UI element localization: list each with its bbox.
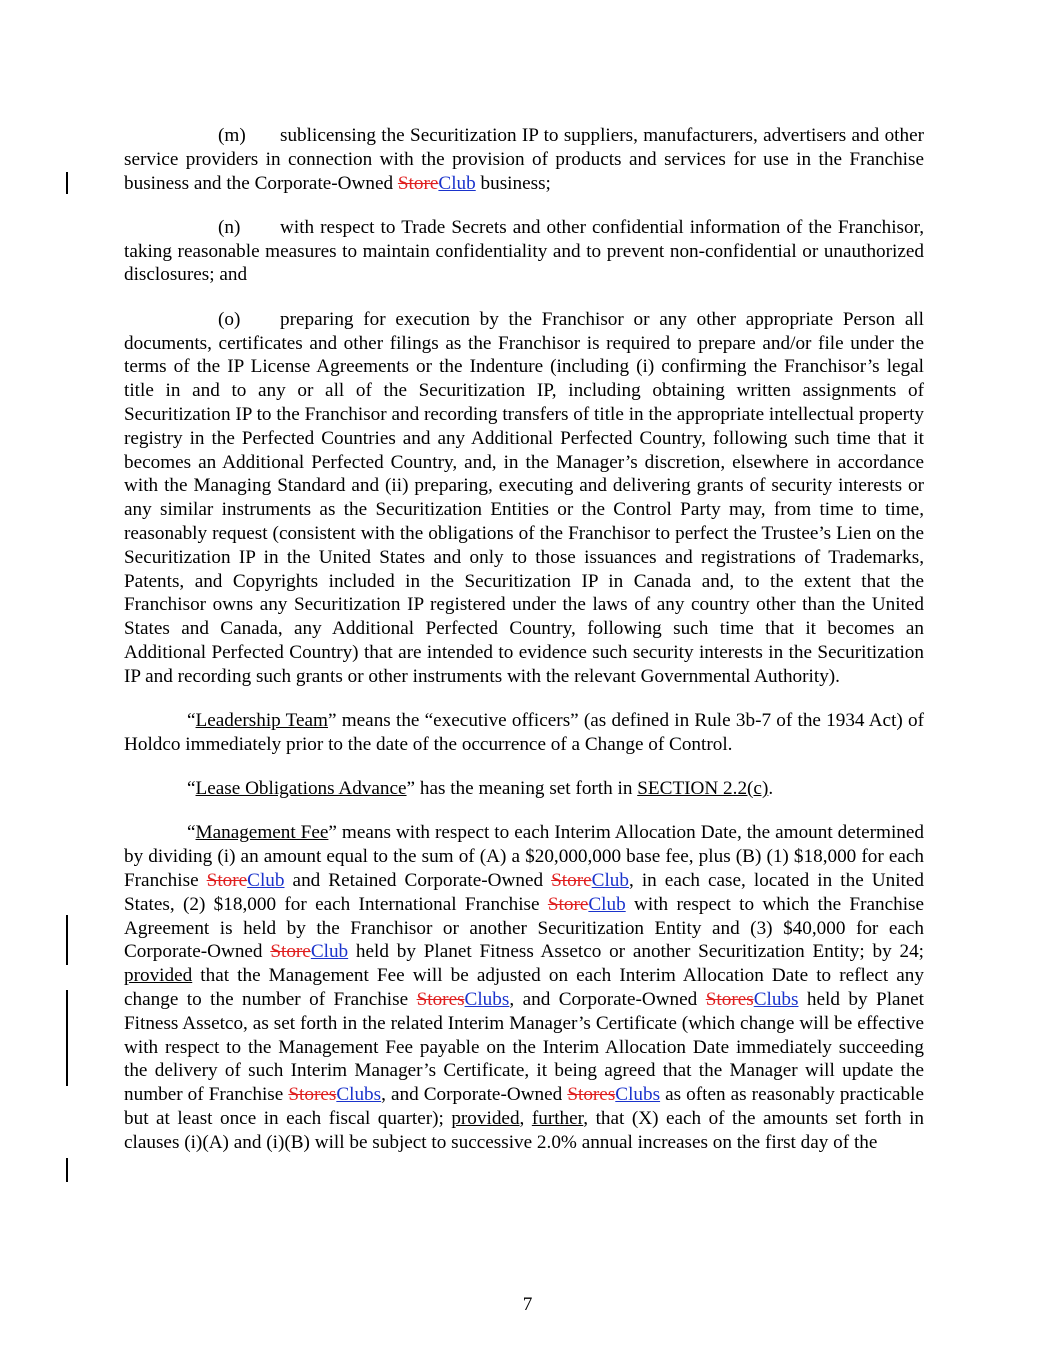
text-run: held by Planet Fitness Assetco or another Securitization Entity; by 24;	[348, 941, 924, 963]
text-run: with respect to Trade Secrets and other confidential information of the Franchisor, taking reasonable measures to maintain confidentiality and to prevent non-confidential or unauthorized disclosures; and	[124, 216, 924, 286]
change-bar	[66, 1158, 68, 1182]
inserted-text: Clubs	[464, 989, 510, 1010]
para-o	[124, 308, 924, 689]
change-bar	[66, 990, 68, 1014]
inserted-text: Club	[247, 870, 285, 892]
deleted-text: Stores	[416, 989, 465, 1010]
text-run: , and Corporate-Owned	[509, 989, 706, 1010]
text-run: ” means the “executive officers” (as defined in Rule 3b-7 of the 1934 Act) of Holdco immediately prior to the date of the occurrence of a Change of Control.	[124, 710, 925, 755]
document-page	[124, 124, 924, 1175]
inserted-text: Clubs	[336, 1084, 382, 1106]
deleted-text: Stores	[567, 1084, 616, 1106]
change-bar	[66, 1012, 68, 1086]
text-run: held by Planet Fitness Assetco, as set forth in the related Interim Manager’s Certificate (which change will be effective with respect to the Management Fee payable on the Interim Allocation Date immediately succeeding the delivery of such Interim Manager’s Certificate, it being agreed that the Manager will update the number of Franchise	[124, 989, 925, 1106]
para-leadership-team	[124, 709, 924, 757]
text-run: .	[768, 778, 774, 800]
defined-term: Lease Obligations Advance	[195, 778, 407, 800]
para-n	[124, 216, 924, 287]
defined-term: Leadership Team	[195, 710, 328, 732]
deleted-text: Store	[270, 941, 311, 963]
text-run: and Retained Corporate-Owned	[284, 870, 552, 892]
para-management-fee	[124, 821, 924, 1154]
text-run: “	[187, 778, 196, 800]
defined-term: provided	[124, 965, 193, 987]
text-run: as often as reasonably practicable but at least once in each fiscal quarter);	[124, 1084, 924, 1129]
text-run: ,	[519, 1107, 532, 1129]
text-run: , and Corporate-Owned	[381, 1084, 568, 1106]
text-run: with respect to which the Franchise Agreement is held by the Franchisor or another Securitization Entity and (3) $40,000 for each Corporate-Owned	[124, 893, 925, 963]
page-number: 7	[522, 1294, 533, 1315]
inserted-text: Club	[310, 941, 349, 963]
defined-term: SECTION 2.2(c)	[637, 778, 769, 800]
change-bar	[66, 915, 68, 965]
inserted-text: Clubs	[615, 1084, 661, 1106]
enum-label: (o)	[218, 308, 241, 330]
deleted-text: Stores	[705, 989, 754, 1010]
inserted-text: Club	[588, 893, 626, 915]
deleted-text: Store	[397, 172, 439, 194]
text-run: that the Management Fee will be adjusted on each Interim Allocation Date to reflect any change to the number of Franchise	[124, 965, 924, 1010]
para-m	[124, 124, 924, 195]
text-run: , in each case, located in the United States, (2) $18,000 for each International Franchise	[124, 870, 924, 915]
inserted-text: Clubs	[753, 989, 799, 1010]
text-run: , that (X) each of the amounts set forth in clauses (i)(A) and (i)(B) will be subject to successive 2.0% annual increases on the first day of the	[124, 1107, 925, 1153]
para-lease-obligations-advance	[124, 777, 924, 801]
text-run: “	[187, 822, 196, 844]
defined-term: Management Fee	[195, 822, 329, 844]
deleted-text: Store	[547, 893, 589, 915]
document-body	[124, 124, 924, 1155]
text-run: ” means with respect to each Interim Allocation Date, the amount determined by dividing (i) an amount equal to the sum of (A) a $20,000,000 base fee, plus (B) (1) $18,000 for each Franchise	[124, 822, 924, 892]
text-run: sublicensing the Securitization IP to suppliers, manufacturers, advertisers and other service providers in connection with the provision of products and services for use in the Franchise business and the Corporate-Owned	[124, 125, 924, 194]
text-run: “	[187, 710, 196, 732]
defined-term: further	[531, 1107, 584, 1129]
enum-label: (n)	[218, 216, 241, 238]
deleted-text: Store	[551, 870, 592, 892]
text-run: preparing for execution by the Franchisor or any other appropriate Person all documents, certificates and other filings as the Franchisor is required to prepare and/or file under the terms of the IP License Agreements or the Indenture (including (i) confirming the Franchisor’s legal title in and to any or all of the Securitization IP, including obtaining written assignments of Securitization IP to the Franchisor and recording transfers of title in the appropriate intellectual property registry in the Perfected Countries and any Additional Perfected Country, following such time that it becomes an Additional Perfected Country, and, in the Manager’s discretion, elsewhere in accordance with the Managing Standard and (ii) preparing, executing and delivering grants of security interests or any similar instruments as the Securitization Entities or the Control Party may, from time to time, reasonably request (consistent with the obligations of the Franchisor to perfect the Trustee’s Lien on the Securitization IP in the United States and only to those issuances and registrations of Trademarks, Patents, and Copyrights included in the Securitization IP in Canada and, to the extent that the Franchisor owns any Securitization IP registered under the laws of any country other than the United States and Canada, any Additional Perfected Country, following such time that it becomes an Additional Perfected Country) that are intended to evidence such security interests in the Securitization IP and recording such grants or other instruments with the relevant Governmental Authority).	[124, 308, 924, 687]
deleted-text: Stores	[288, 1084, 337, 1106]
enum-label: (m)	[218, 125, 246, 146]
defined-term: provided	[451, 1107, 520, 1129]
change-bar	[66, 172, 68, 194]
text-run: business;	[475, 172, 551, 194]
inserted-text: Club	[591, 870, 629, 892]
deleted-text: Store	[206, 870, 248, 892]
text-run: ” has the meaning set forth in	[406, 778, 638, 800]
inserted-text: Club	[438, 172, 476, 194]
